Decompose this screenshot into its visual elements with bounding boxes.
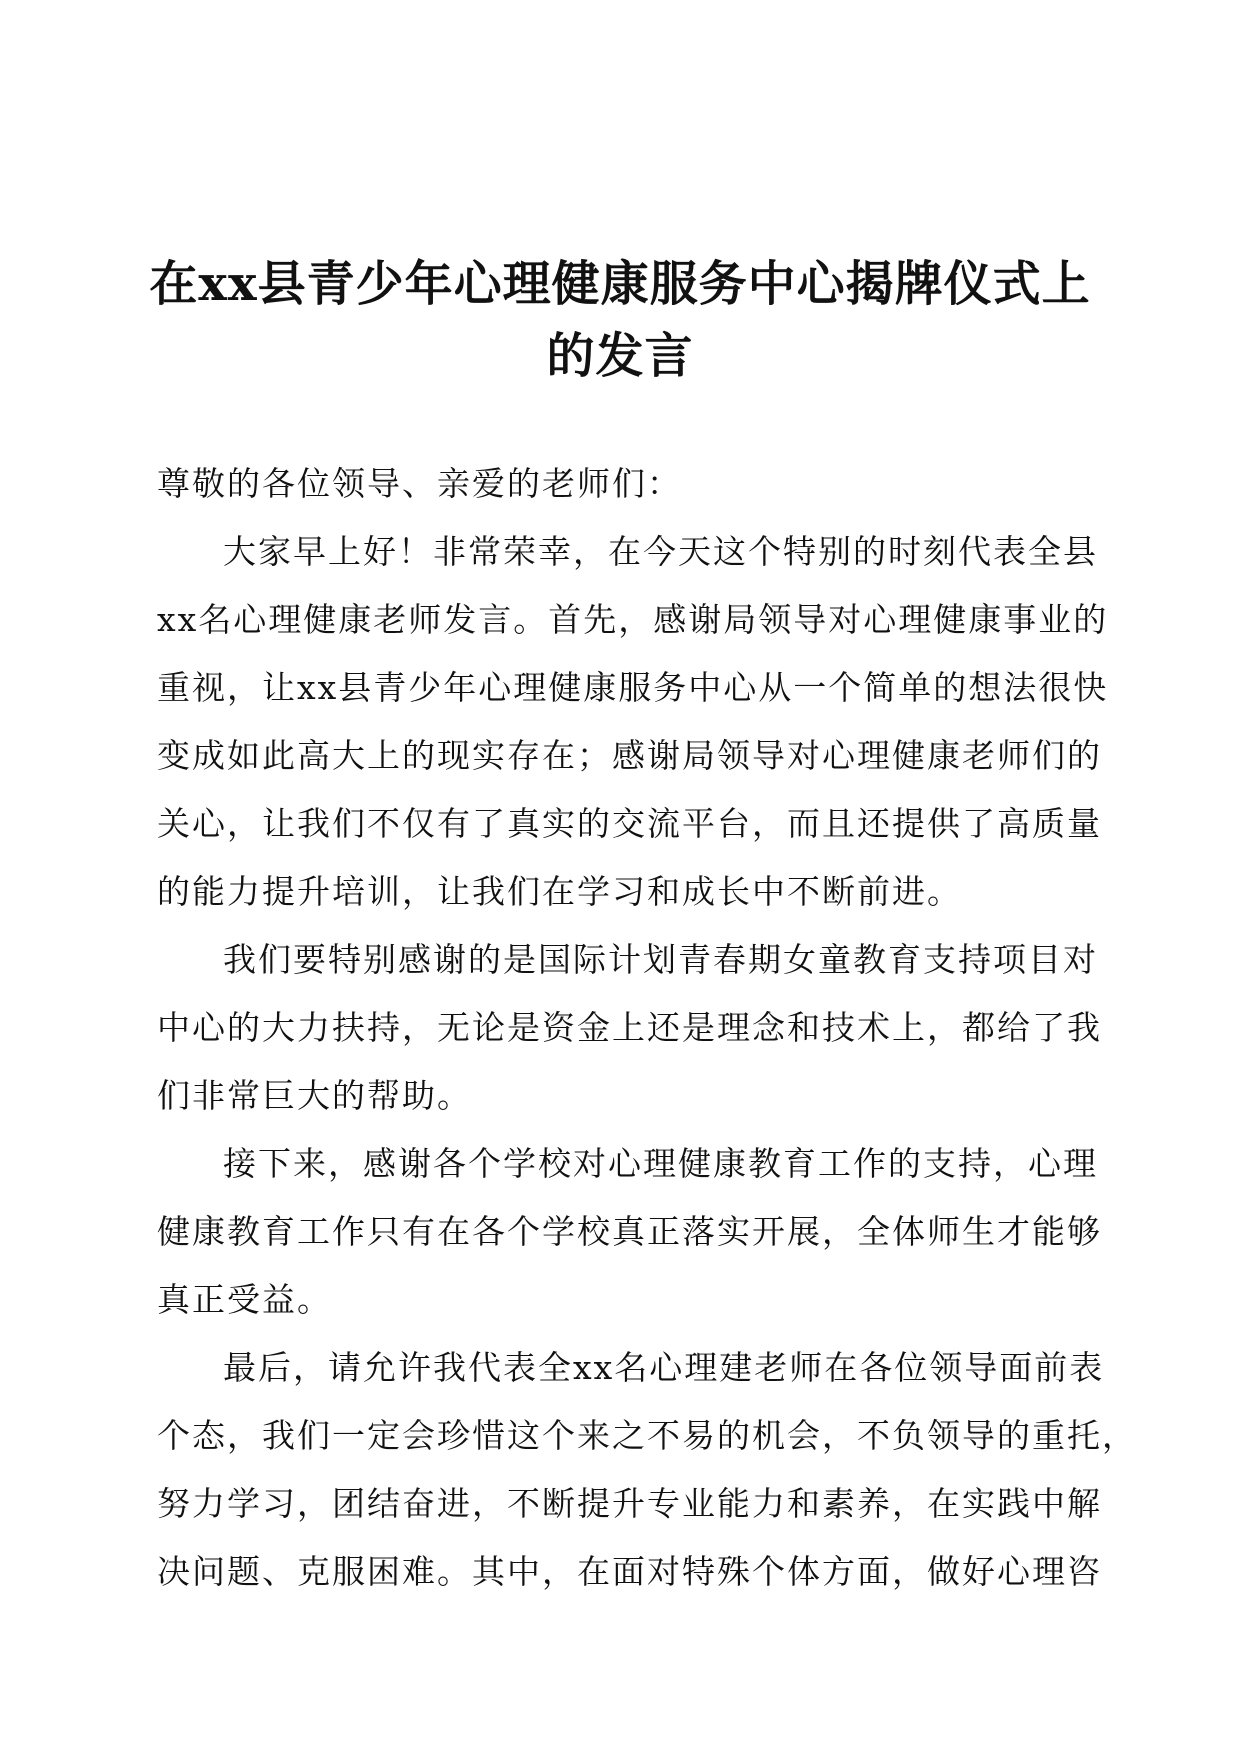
title-line-2: 的发言	[546, 328, 694, 384]
paragraph-line: 重视，让xx县青少年心理健康服务中心从一个简单的想法很快	[157, 668, 1109, 707]
paragraph-line: 努力学习，团结奋进，不断提升专业能力和素养，在实践中解	[157, 1484, 1102, 1523]
paragraph-line: 真正受益。	[157, 1280, 332, 1319]
paragraph-line: 我们要特别感谢的是国际计划青春期女童教育支持项目对	[223, 940, 1098, 979]
paragraph-4	[157, 1334, 1137, 1606]
paragraph-line: 关心，让我们不仅有了真实的交流平台，而且还提供了高质量	[157, 804, 1102, 843]
title-line-1: 在xx县青少年心理健康服务中心揭牌仪式上	[149, 256, 1091, 312]
paragraph-line: 最后，请允许我代表全xx名心理建老师在各位领导面前表	[223, 1348, 1105, 1387]
paragraph-line: xx名心理健康老师发言。首先，感谢局领导对心理健康事业的	[157, 600, 1109, 639]
paragraph-line: 决问题、克服困难。其中，在面对特殊个体方面，做好心理咨	[157, 1552, 1102, 1591]
salutation-line: 尊敬的各位领导、亲爱的老师们：	[157, 464, 682, 503]
document-title	[100, 248, 1140, 392]
paragraph-line: 变成如此高大上的现实存在；感谢局领导对心理健康老师们的	[157, 736, 1102, 775]
paragraph-2	[157, 926, 1102, 1130]
paragraph-line: 的能力提升培训，让我们在学习和成长中不断前进。	[157, 872, 962, 911]
paragraph-line: 大家早上好！非常荣幸，在今天这个特别的时刻代表全县	[223, 532, 1098, 571]
paragraph-line: 们非常巨大的帮助。	[157, 1076, 472, 1115]
paragraph-1	[157, 518, 1109, 926]
paragraph-line: 中心的大力扶持，无论是资金上还是理念和技术上，都给了我	[157, 1008, 1102, 1047]
paragraph-line: 个态，我们一定会珍惜这个来之不易的机会，不负领导的重托，	[157, 1416, 1137, 1455]
paragraph-line: 健康教育工作只有在各个学校真正落实开展，全体师生才能够	[157, 1212, 1102, 1251]
salutation	[157, 450, 1083, 518]
paragraph-line: 接下来，感谢各个学校对心理健康教育工作的支持，心理	[223, 1144, 1098, 1183]
document-body	[157, 450, 1137, 1606]
paragraph-3	[157, 1130, 1102, 1334]
